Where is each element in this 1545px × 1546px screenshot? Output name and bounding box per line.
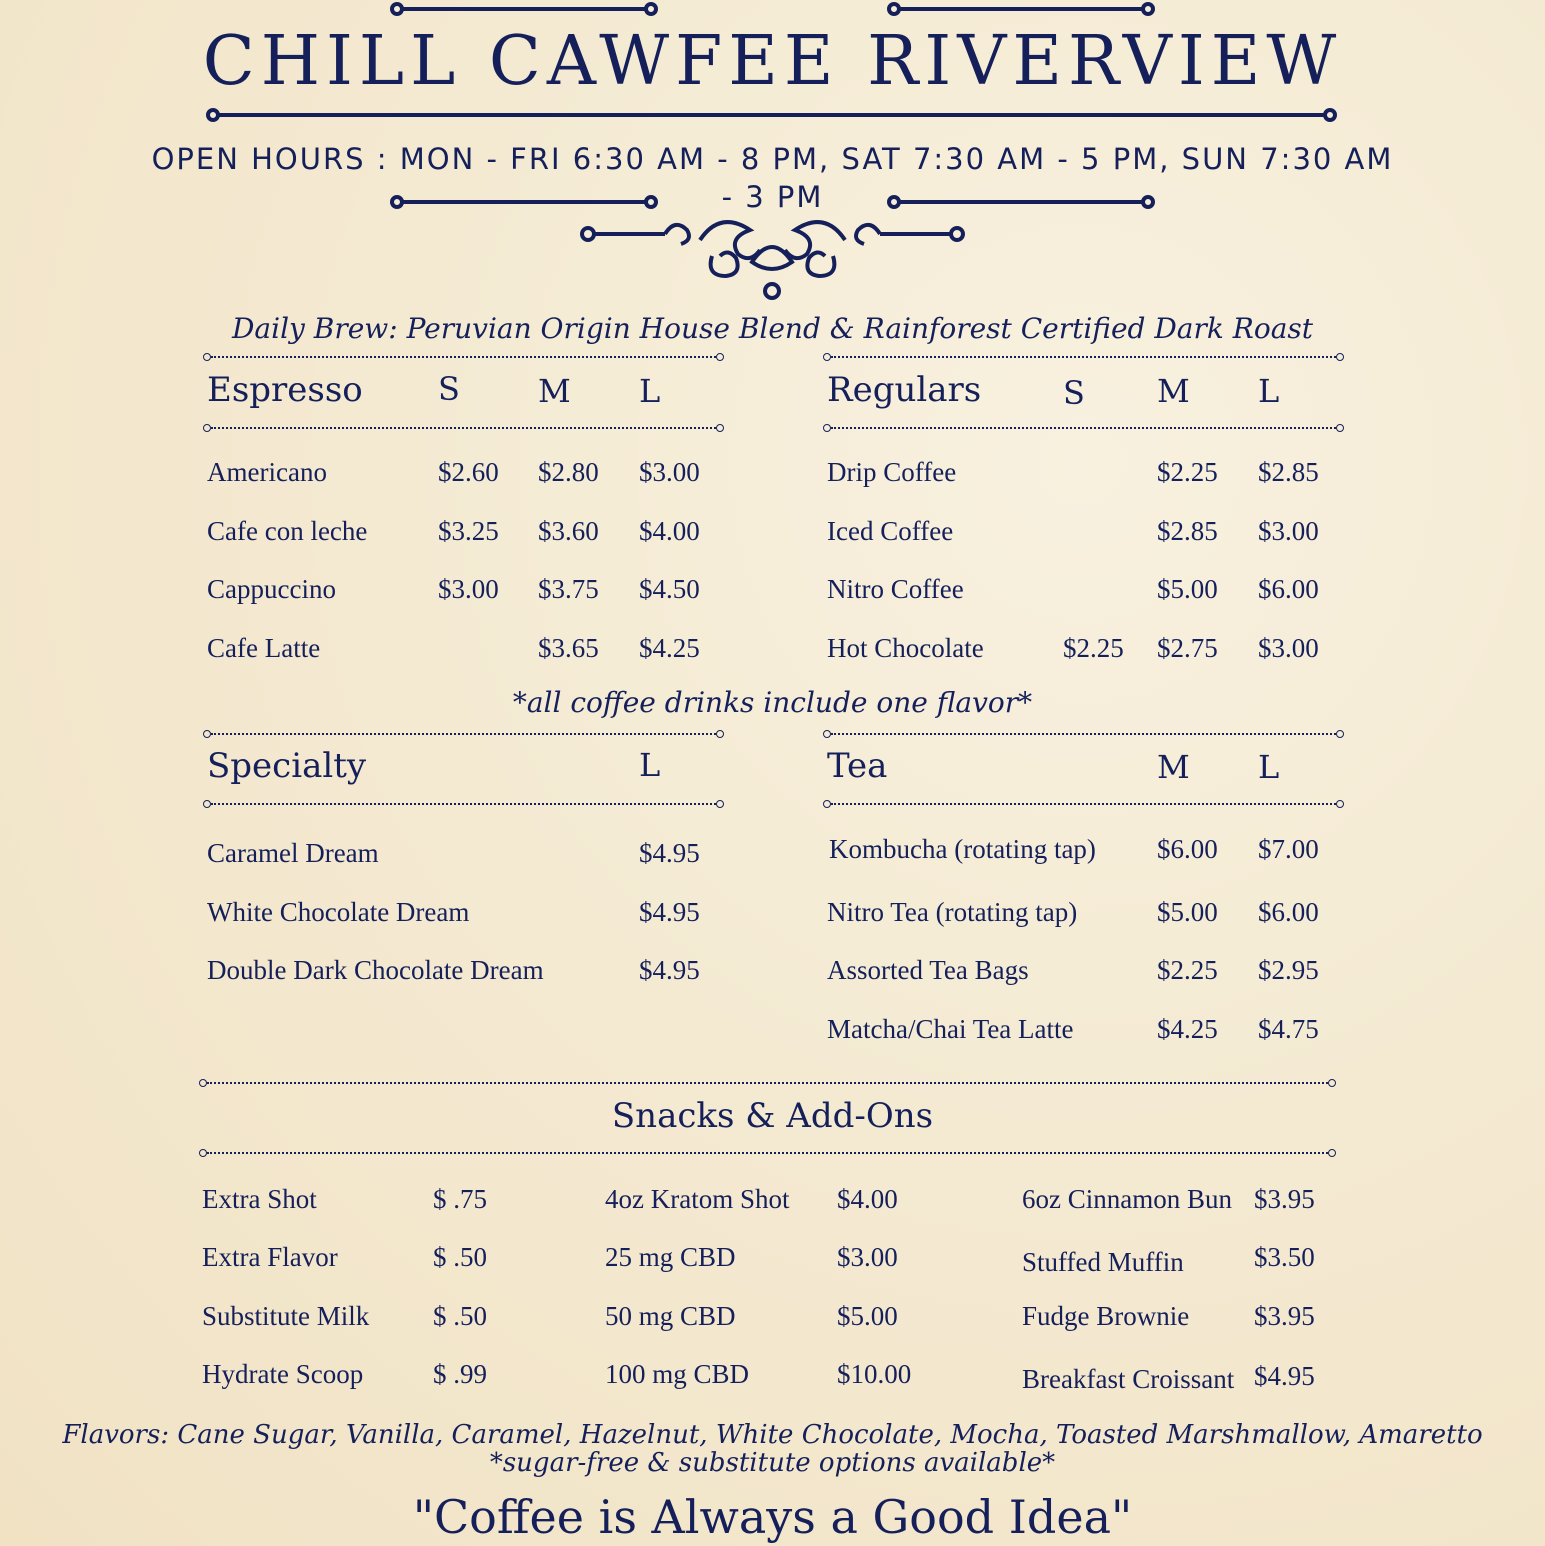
menu-item-price: $4.75 [1258, 1014, 1319, 1044]
divider [211, 803, 716, 805]
menu-item-name: Nitro Tea (rotating tap) [827, 897, 1078, 927]
menu-item-price: $3.00 [1258, 516, 1319, 546]
menu-item-name: Nitro Coffee [827, 574, 964, 604]
menu-item-price: $3.00 [639, 457, 700, 487]
menu-item-price: $3.00 [1258, 633, 1319, 663]
menu-item-name: Caramel Dream [207, 838, 379, 868]
menu-item-name: Substitute Milk [202, 1301, 370, 1331]
divider [207, 1152, 1328, 1154]
menu-item-name: Americano [207, 457, 327, 487]
menu-item-price: $2.60 [438, 457, 499, 487]
menu-item-name: Iced Coffee [827, 516, 954, 546]
menu-item-price: $6.00 [1258, 574, 1319, 604]
menu-item-price: $5.00 [1157, 574, 1218, 604]
espresso-size-s: S [438, 370, 460, 408]
menu-item-name: White Chocolate Dream [207, 897, 470, 927]
menu-item-price: $3.65 [538, 633, 599, 663]
menu-item-price: $2.85 [1157, 516, 1218, 546]
menu-item-price: $10.00 [837, 1359, 912, 1389]
menu-item-name: Hot Chocolate [827, 633, 984, 663]
flavor-note: *all coffee drinks include one flavor* [512, 686, 1033, 719]
divider [831, 803, 1336, 805]
menu-item-name: 6oz Cinnamon Bun [1022, 1184, 1232, 1214]
menu-item-price: $5.00 [1157, 897, 1218, 927]
divider [831, 427, 1336, 429]
menu-item-price: $3.75 [538, 574, 599, 604]
menu-item-price: $3.25 [438, 516, 499, 546]
menu-item-name: Drip Coffee [827, 457, 957, 487]
menu-item-name: Assorted Tea Bags [827, 955, 1029, 985]
menu-item-name: 50 mg CBD [605, 1301, 736, 1331]
menu-item-price: $4.95 [639, 897, 700, 927]
menu-item-price: $ .99 [433, 1359, 487, 1389]
tea-size-l: L [1258, 748, 1280, 786]
divider [211, 356, 716, 358]
sugar-free-note: *sugar-free & substitute options available* [489, 1448, 1056, 1478]
menu-item-name: Extra Flavor [202, 1242, 338, 1272]
menu-item-price: $4.95 [639, 955, 700, 985]
menu-item-name: Hydrate Scoop [202, 1359, 364, 1389]
menu-item-price: $4.25 [1157, 1014, 1218, 1044]
menu-item-price: $3.00 [438, 574, 499, 604]
menu-item-name: Stuffed Muffin [1022, 1247, 1184, 1277]
menu-item-price: $3.50 [1254, 1242, 1315, 1272]
specialty-title: Specialty [207, 746, 367, 786]
menu-item-name: Double Dark Chocolate Dream [207, 955, 544, 985]
menu-item-price: $3.95 [1254, 1184, 1315, 1214]
tea-title: Tea [827, 746, 888, 786]
menu-item-price: $ .50 [433, 1242, 487, 1272]
menu-item-name: 100 mg CBD [605, 1359, 750, 1389]
menu-item-price: $6.00 [1258, 897, 1319, 927]
menu-item-price: $4.95 [639, 838, 700, 868]
open-hours: OPEN HOURS : MON - FRI 6:30 AM - 8 PM, SAT 7:30 AM - 5 PM, SUN 7:30 AM - 3 PM [151, 142, 1394, 214]
menu-item-price: $4.50 [639, 574, 700, 604]
flavors-list: Flavors: Cane Sugar, Vanilla, Caramel, Hazelnut, White Chocolate, Mocha, Toasted Marshmallow, Amaretto [62, 1420, 1483, 1450]
menu-item-price: $4.25 [639, 633, 700, 663]
menu-item-price: $7.00 [1258, 834, 1319, 864]
menu-item-name: Matcha/Chai Tea Latte [827, 1014, 1074, 1044]
snacks-title: Snacks & Add-Ons [611, 1096, 934, 1136]
tea-size-m: M [1157, 748, 1190, 786]
menu-item-name: Kombucha (rotating tap) [829, 834, 1096, 864]
menu-item-price: $2.95 [1258, 955, 1319, 985]
divider [211, 427, 716, 429]
daily-brew: Daily Brew: Peruvian Origin House Blend & Rainforest Certified Dark Roast [231, 312, 1314, 345]
menu-item-price: $2.85 [1258, 457, 1319, 487]
menu-item-name: Cafe Latte [207, 633, 321, 663]
menu-item-price: $2.25 [1157, 955, 1218, 985]
menu-item-price: $ .50 [433, 1301, 487, 1331]
menu-item-name: Fudge Brownie [1022, 1301, 1190, 1331]
menu-item-name: Extra Shot [202, 1184, 317, 1214]
espresso-size-l: L [639, 372, 661, 410]
espresso-size-m: M [538, 372, 571, 410]
menu-item-price: $3.95 [1254, 1301, 1315, 1331]
menu-item-price: $6.00 [1157, 834, 1218, 864]
divider [831, 356, 1336, 358]
menu-item-name: Breakfast Croissant [1022, 1364, 1235, 1394]
menu-item-name: Cafe con leche [207, 516, 368, 546]
espresso-title: Espresso [207, 370, 363, 410]
menu-item-price: $4.00 [639, 516, 700, 546]
menu-item-name: Cappuccino [207, 574, 336, 604]
menu-item-price: $2.75 [1157, 633, 1218, 663]
slogan: "Coffee is Always a Good Idea" [412, 1490, 1133, 1544]
menu-item-name: 4oz Kratom Shot [605, 1184, 790, 1214]
menu-item-price: $2.25 [1063, 633, 1124, 663]
menu-item-price: $3.60 [538, 516, 599, 546]
menu-item-price: $2.80 [538, 457, 599, 487]
divider [831, 733, 1336, 735]
regulars-size-l: L [1258, 372, 1280, 410]
specialty-size-l: L [639, 746, 661, 784]
menu-item-name: 25 mg CBD [605, 1242, 736, 1272]
divider [211, 733, 716, 735]
divider [207, 1082, 1328, 1084]
page-title: CHILL CAWFEE RIVERVIEW [202, 22, 1343, 101]
menu-item-price: $2.25 [1157, 457, 1218, 487]
menu-item-price: $ .75 [433, 1184, 487, 1214]
menu-item-price: $4.00 [837, 1184, 898, 1214]
regulars-size-m: M [1157, 372, 1190, 410]
regulars-title: Regulars [827, 370, 982, 410]
menu-item-price: $5.00 [837, 1301, 898, 1331]
menu-item-price: $4.95 [1254, 1361, 1315, 1391]
menu-item-price: $3.00 [837, 1242, 898, 1272]
regulars-size-s: S [1063, 374, 1085, 412]
